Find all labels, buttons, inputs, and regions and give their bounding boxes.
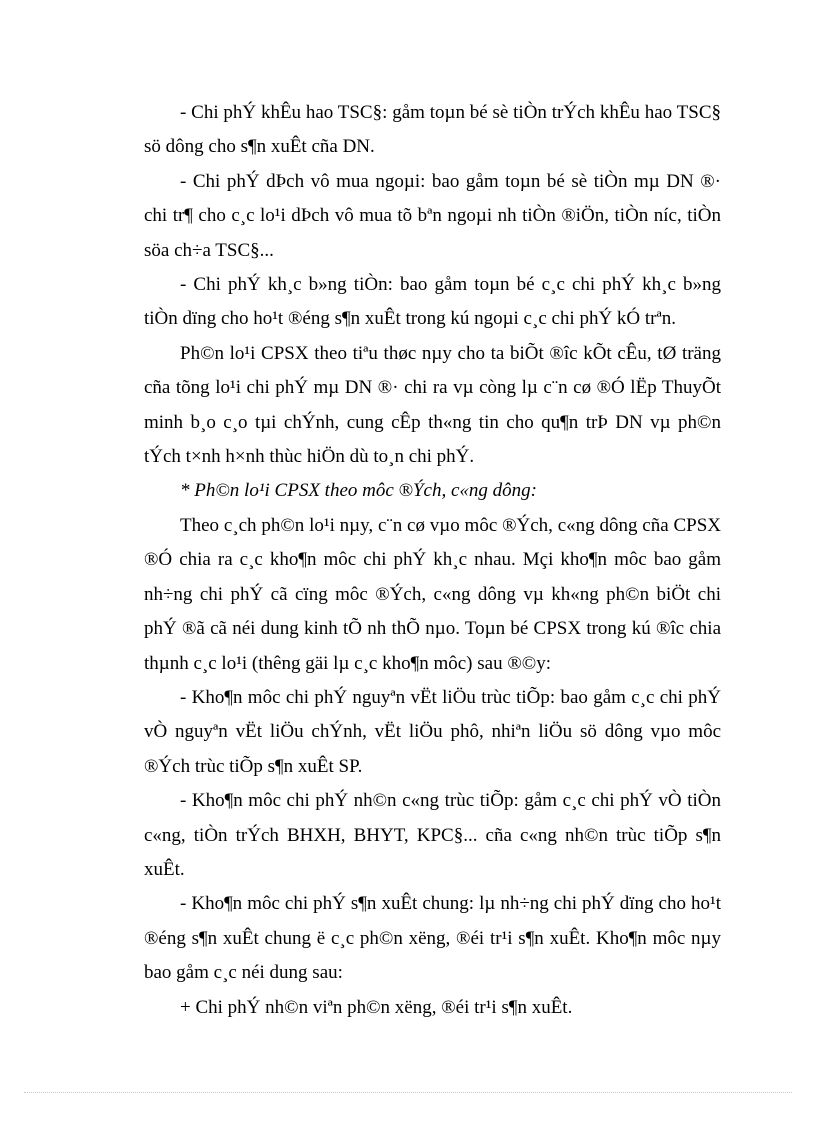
paragraph-classification-summary: Ph©n lo¹i CPSX theo tiªu thøc nµy cho ta biÕt ®îc kÕt cÊu, tØ träng cña tõng lo¹i chi phÝ mµ DN ®· chi ra vµ còng lµ c¨n cø ®Ó lËp ThuyÕt minh b¸o c¸o tµi chÝnh, cung cÊp th«ng tin cho qu¶n trÞ DN vµ ph©n tÝch t×nh h×nh thùc hiÖn dù to¸n chi phÝ.: [144, 342, 721, 468]
paragraph-direct-materials: - Kho¶n môc chi phÝ nguyªn vËt liÖu trùc tiÕp: bao gåm c¸c chi phÝ vÒ nguyªn vËt liÖu chÝnh, vËt liÖu phô, nhiªn liÖu sö dông vµo môc ®Ých trùc tiÕp s¶n xuÊt SP.: [144, 686, 721, 777]
paragraph-outsourced-services-cost: - Chi phÝ dÞch vô mua ngoµi: bao gåm toµn bé sè tiÒn mµ DN ®· chi tr¶ cho c¸c lo¹i dÞch vô mua tõ bªn ngoµi nh tiÒn ®iÖn, tiÒn níc, tiÒn söa ch÷a TSC§...: [144, 170, 721, 261]
section-heading-by-purpose: * Ph©n lo¹i CPSX theo môc ®Ých, c«ng dông:: [180, 480, 537, 502]
paragraph-other-cash-cost: - Chi phÝ kh¸c b»ng tiÒn: bao gåm toµn bé c¸c chi phÝ kh¸c b»ng tiÒn dïng cho ho¹t ®éng s¶n xuÊt trong kú ngoµi c¸c chi phÝ kÓ trªn.: [144, 274, 721, 330]
paragraph-manufacturing-overhead: - Kho¶n môc chi phÝ s¶n xuÊt chung: lµ nh÷ng chi phÝ dïng cho ho¹t ®éng s¶n xuÊt chung ë c¸c ph©n xëng, ®éi tr¹i s¶n xuÊt. Kho¶n môc nµy bao gåm c¸c néi dung sau:: [144, 893, 721, 984]
paragraph-depreciation-cost: - Chi phÝ khÊu hao TSC§: gåm toµn bé sè tiÒn trÝch khÊu hao TSC§ sö dông cho s¶n xuÊt cña DN.: [144, 102, 721, 158]
page-bottom-divider: [24, 1092, 792, 1093]
paragraph-direct-labor: - Kho¶n môc chi phÝ nh©n c«ng trùc tiÕp: gåm c¸c chi phÝ vÒ tiÒn c«ng, tiÒn trÝch BHXH, BHYT, KPC§... cña c«ng nh©n trùc tiÕp s¶n xuÊt.: [144, 790, 721, 880]
paragraph-purpose-classification: Theo c¸ch ph©n lo¹i nµy, c¨n cø vµo môc ®Ých, c«ng dông cña CPSX ®Ó chia ra c¸c kho¶n môc chi phÝ kh¸c nhau. Mçi kho¶n môc bao gåm nh÷ng chi phÝ cã cïng môc ®Ých, c«ng dông vµ kh«ng ph©n biÖt chi phÝ ®ã cã néi dung kinh tÕ nh thÕ nµo. Toµn bé CPSX trong kú ®îc chia thµnh c¸c lo¹i (thêng gäi lµ c¸c kho¶n môc) sau ®©y:: [144, 514, 721, 674]
body-text: [144, 96, 721, 1025]
paragraph-workshop-staff-cost: + Chi phÝ nh©n viªn ph©n xëng, ®éi tr¹i s¶n xuÊt.: [180, 996, 573, 1018]
